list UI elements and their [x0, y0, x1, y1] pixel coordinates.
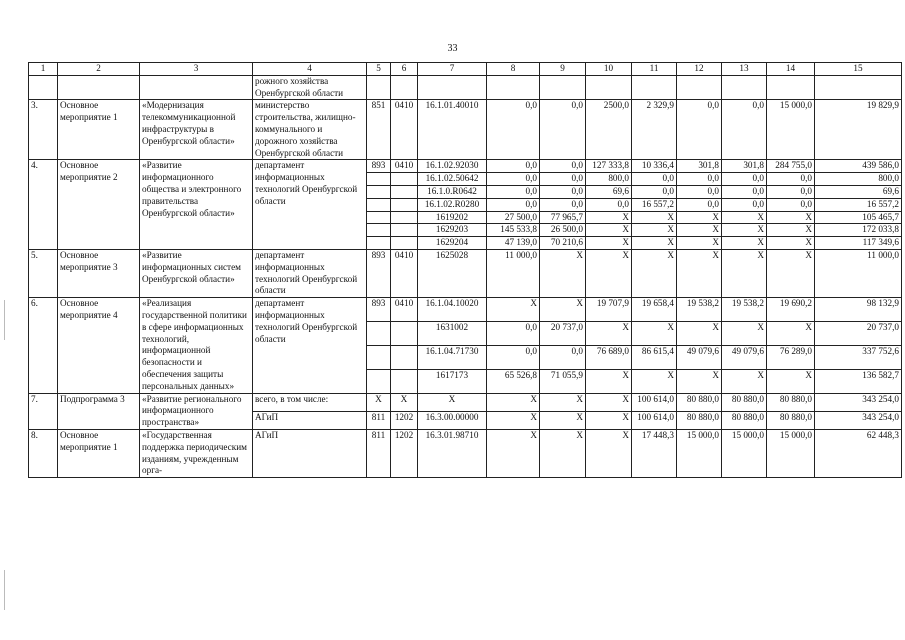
amount-c15: 117 349,6 [815, 237, 902, 250]
grbs-code: 811 [367, 429, 391, 477]
column-header: 3 [140, 63, 253, 76]
amount-c11: 19 658,4 [632, 298, 677, 322]
table-row [29, 160, 902, 173]
row-number: 7. [29, 393, 58, 429]
amount-c14: 80 880,0 [767, 393, 815, 411]
executor: департамент информационных технологий Оренбургской области [253, 298, 367, 393]
executor: АГиП [253, 411, 367, 429]
grbs-code [367, 224, 391, 237]
amount-c8: 145 533,8 [487, 224, 540, 237]
section-code [391, 224, 418, 237]
target-article: 16.1.02.92030 [418, 160, 487, 173]
target-article: 16.1.04.10020 [418, 298, 487, 322]
amount-c9: 26 500,0 [540, 224, 586, 237]
amount-c12: X [677, 321, 722, 345]
amount-c8: 11 000,0 [487, 249, 540, 297]
amount-c9: 77 965,7 [540, 211, 586, 224]
event-type [58, 75, 140, 100]
table-row [29, 75, 902, 100]
target-article: 1617173 [418, 369, 487, 393]
amount-c8: X [487, 393, 540, 411]
section-code [391, 321, 418, 345]
amount-c13: X [722, 321, 767, 345]
section-code [391, 369, 418, 393]
event-type: Основное мероприятие 3 [58, 249, 140, 297]
grbs-code: 893 [367, 249, 391, 297]
event-type: Подпрограмма 3 [58, 393, 140, 429]
target-article: 16.3.01.98710 [418, 429, 487, 477]
row-number: 6. [29, 298, 58, 393]
amount-c10: X [586, 237, 632, 250]
event-name [140, 75, 253, 100]
section-code: 0410 [391, 298, 418, 322]
amount-c13: X [722, 211, 767, 224]
amount-c8: 0,0 [487, 173, 540, 186]
amount-c15: 69,6 [815, 185, 902, 198]
amount-c12: 19 538,2 [677, 298, 722, 322]
grbs-code [367, 75, 391, 100]
column-header: 11 [632, 63, 677, 76]
grbs-code [367, 185, 391, 198]
section-code: 1202 [391, 429, 418, 477]
amount-c8: 0,0 [487, 160, 540, 173]
amount-c10 [586, 75, 632, 100]
target-article: 1625028 [418, 249, 487, 297]
margin-line [4, 300, 5, 340]
row-number [29, 75, 58, 100]
event-type: Основное мероприятие 1 [58, 100, 140, 160]
amount-c14: 0,0 [767, 198, 815, 211]
target-article: 16.1.02.50642 [418, 173, 487, 186]
executor: министерство строительства, жилищно-коммунального и дорожного хозяйства Оренбургской области [253, 100, 367, 160]
amount-c14: 284 755,0 [767, 160, 815, 173]
amount-c15: 16 557,2 [815, 198, 902, 211]
amount-c11: X [632, 369, 677, 393]
amount-c9: 0,0 [540, 198, 586, 211]
grbs-code [367, 321, 391, 345]
amount-c12: X [677, 369, 722, 393]
column-header: 13 [722, 63, 767, 76]
section-code [391, 345, 418, 369]
row-number: 5. [29, 249, 58, 297]
amount-c15: 20 737,0 [815, 321, 902, 345]
amount-c10: X [586, 411, 632, 429]
amount-c15: 98 132,9 [815, 298, 902, 322]
grbs-code [367, 369, 391, 393]
executor: департамент информационных технологий Оренбургской области [253, 160, 367, 250]
amount-c13: 80 880,0 [722, 393, 767, 411]
amount-c11: 0,0 [632, 185, 677, 198]
table-row [29, 429, 902, 477]
amount-c11: X [632, 237, 677, 250]
amount-c10: 69,6 [586, 185, 632, 198]
amount-c15: 343 254,0 [815, 393, 902, 411]
amount-c13: 15 000,0 [722, 429, 767, 477]
amount-c11: 10 336,4 [632, 160, 677, 173]
executor: рожного хозяйства Оренбургской области [253, 75, 367, 100]
table-row [29, 393, 902, 411]
executor: департамент информационных технологий Оренбургской области [253, 249, 367, 297]
amount-c8: X [487, 429, 540, 477]
column-header: 7 [418, 63, 487, 76]
page-number: 33 [447, 43, 458, 54]
amount-c8: 65 526,8 [487, 369, 540, 393]
amount-c8: X [487, 298, 540, 322]
amount-c10: 0,0 [586, 198, 632, 211]
amount-c10: 76 689,0 [586, 345, 632, 369]
grbs-code [367, 173, 391, 186]
amount-c8: 0,0 [487, 100, 540, 160]
grbs-code [367, 237, 391, 250]
column-header: 15 [815, 63, 902, 76]
amount-c8: 0,0 [487, 198, 540, 211]
amount-c9: X [540, 411, 586, 429]
target-article: 16.1.01.40010 [418, 100, 487, 160]
amount-c12: X [677, 224, 722, 237]
amount-c13: 301,8 [722, 160, 767, 173]
amount-c10: 19 707,9 [586, 298, 632, 322]
amount-c13: X [722, 249, 767, 297]
column-header: 4 [253, 63, 367, 76]
amount-c11: 100 614,0 [632, 411, 677, 429]
section-code: 0410 [391, 100, 418, 160]
amount-c10: 2500,0 [586, 100, 632, 160]
amount-c9: 71 055,9 [540, 369, 586, 393]
amount-c8: 0,0 [487, 321, 540, 345]
amount-c11: 86 615,4 [632, 345, 677, 369]
column-header: 9 [540, 63, 586, 76]
amount-c13: 49 079,6 [722, 345, 767, 369]
amount-c14: X [767, 369, 815, 393]
amount-c9: X [540, 249, 586, 297]
grbs-code: 893 [367, 298, 391, 322]
amount-c11: X [632, 321, 677, 345]
event-type: Основное мероприятие 4 [58, 298, 140, 393]
grbs-code: X [367, 393, 391, 411]
amount-c15: 800,0 [815, 173, 902, 186]
target-article: 16.1.0.R0642 [418, 185, 487, 198]
amount-c11: 0,0 [632, 173, 677, 186]
amount-c10: X [586, 211, 632, 224]
grbs-code [367, 345, 391, 369]
event-name: «Развитие информационного общества и электронного правительства Оренбургской области» [140, 160, 253, 250]
amount-c14: 0,0 [767, 173, 815, 186]
amount-c9: X [540, 429, 586, 477]
row-number: 8. [29, 429, 58, 477]
section-code: X [391, 393, 418, 411]
amount-c14: X [767, 224, 815, 237]
amount-c15: 62 448,3 [815, 429, 902, 477]
amount-c14: 0,0 [767, 185, 815, 198]
event-name: «Развитие информационных систем Оренбургской области» [140, 249, 253, 297]
amount-c15: 11 000,0 [815, 249, 902, 297]
amount-c11: X [632, 224, 677, 237]
amount-c12: 0,0 [677, 173, 722, 186]
amount-c10: X [586, 369, 632, 393]
amount-c10: 800,0 [586, 173, 632, 186]
amount-c12 [677, 75, 722, 100]
section-code [391, 211, 418, 224]
target-article: 16.1.02.R0280 [418, 198, 487, 211]
grbs-code: 893 [367, 160, 391, 173]
amount-c9: 0,0 [540, 345, 586, 369]
amount-c15: 105 465,7 [815, 211, 902, 224]
amount-c14: X [767, 211, 815, 224]
amount-c12: 0,0 [677, 198, 722, 211]
amount-c15: 337 752,6 [815, 345, 902, 369]
column-header: 1 [29, 63, 58, 76]
event-name: «Государственная поддержка периодическим изданиям, учрежденным орга- [140, 429, 253, 477]
executor: всего, в том числе: [253, 393, 367, 411]
amount-c12: 0,0 [677, 100, 722, 160]
amount-c14: X [767, 237, 815, 250]
column-header: 14 [767, 63, 815, 76]
amount-c12: 49 079,6 [677, 345, 722, 369]
amount-c13: 80 880,0 [722, 411, 767, 429]
section-code [391, 173, 418, 186]
target-article: 1629203 [418, 224, 487, 237]
amount-c8: 0,0 [487, 345, 540, 369]
amount-c13: 0,0 [722, 100, 767, 160]
table-row [29, 249, 902, 297]
amount-c13: X [722, 369, 767, 393]
amount-c14: X [767, 321, 815, 345]
column-header: 8 [487, 63, 540, 76]
target-article: 16.1.04.71730 [418, 345, 487, 369]
column-header: 12 [677, 63, 722, 76]
amount-c9: 0,0 [540, 100, 586, 160]
amount-c11: 16 557,2 [632, 198, 677, 211]
amount-c10: X [586, 249, 632, 297]
amount-c8: 0,0 [487, 185, 540, 198]
event-type: Основное мероприятие 2 [58, 160, 140, 250]
program-table [28, 62, 902, 478]
section-code: 0410 [391, 249, 418, 297]
amount-c8: 47 139,0 [487, 237, 540, 250]
amount-c12: 80 880,0 [677, 393, 722, 411]
amount-c12: X [677, 237, 722, 250]
section-code [391, 237, 418, 250]
amount-c10: X [586, 321, 632, 345]
section-code: 0410 [391, 160, 418, 173]
event-type: Основное мероприятие 1 [58, 429, 140, 477]
amount-c14: 19 690,2 [767, 298, 815, 322]
table-row [29, 100, 902, 160]
amount-c12: 15 000,0 [677, 429, 722, 477]
amount-c15: 172 033,8 [815, 224, 902, 237]
grbs-code: 851 [367, 100, 391, 160]
row-number: 3. [29, 100, 58, 160]
section-code [391, 75, 418, 100]
table-body [29, 63, 902, 478]
target-article: 16.3.00.00000 [418, 411, 487, 429]
table-row [29, 298, 902, 322]
margin-line [4, 570, 5, 610]
target-article [418, 75, 487, 100]
amount-c9: 0,0 [540, 160, 586, 173]
amount-c11: 17 448,3 [632, 429, 677, 477]
section-code [391, 198, 418, 211]
amount-c15: 343 254,0 [815, 411, 902, 429]
section-code [391, 185, 418, 198]
column-header: 2 [58, 63, 140, 76]
amount-c9: X [540, 298, 586, 322]
grbs-code [367, 211, 391, 224]
amount-c9: 0,0 [540, 185, 586, 198]
amount-c13: 0,0 [722, 198, 767, 211]
target-article: 1631002 [418, 321, 487, 345]
row-number: 4. [29, 160, 58, 250]
amount-c8: 27 500,0 [487, 211, 540, 224]
amount-c9: X [540, 393, 586, 411]
amount-c13: X [722, 237, 767, 250]
amount-c9: 20 737,0 [540, 321, 586, 345]
event-name: «Реализация государственной политики в сфере информационных технологий, информационной безопасности и обеспечения защиты персональных данных» [140, 298, 253, 393]
target-article: 1619202 [418, 211, 487, 224]
amount-c11: X [632, 249, 677, 297]
amount-c13: X [722, 224, 767, 237]
amount-c14: 76 289,0 [767, 345, 815, 369]
grbs-code: 811 [367, 411, 391, 429]
amount-c12: 0,0 [677, 185, 722, 198]
target-article: 1629204 [418, 237, 487, 250]
amount-c14: X [767, 249, 815, 297]
amount-c12: X [677, 249, 722, 297]
executor: АГиП [253, 429, 367, 477]
amount-c11 [632, 75, 677, 100]
amount-c8 [487, 75, 540, 100]
amount-c13: 19 538,2 [722, 298, 767, 322]
section-code: 1202 [391, 411, 418, 429]
amount-c10: X [586, 429, 632, 477]
amount-c15: 136 582,7 [815, 369, 902, 393]
amount-c14: 15 000,0 [767, 429, 815, 477]
amount-c10: 127 333,8 [586, 160, 632, 173]
amount-c14: 80 880,0 [767, 411, 815, 429]
target-article: X [418, 393, 487, 411]
amount-c14 [767, 75, 815, 100]
amount-c12: 301,8 [677, 160, 722, 173]
column-header: 6 [391, 63, 418, 76]
amount-c11: X [632, 211, 677, 224]
grbs-code [367, 198, 391, 211]
header-row [29, 63, 902, 76]
amount-c10: X [586, 393, 632, 411]
amount-c14: 15 000,0 [767, 100, 815, 160]
amount-c9: 70 210,6 [540, 237, 586, 250]
amount-c13: 0,0 [722, 173, 767, 186]
column-header: 10 [586, 63, 632, 76]
amount-c15 [815, 75, 902, 100]
column-header: 5 [367, 63, 391, 76]
amount-c12: 80 880,0 [677, 411, 722, 429]
amount-c9: 0,0 [540, 173, 586, 186]
amount-c10: X [586, 224, 632, 237]
amount-c13: 0,0 [722, 185, 767, 198]
amount-c13 [722, 75, 767, 100]
amount-c15: 19 829,9 [815, 100, 902, 160]
event-name: «Модернизация телекоммуникационной инфраструктуры в Оренбургской области» [140, 100, 253, 160]
event-name: «Развитие регионального информационного пространства» [140, 393, 253, 429]
amount-c12: X [677, 211, 722, 224]
amount-c9 [540, 75, 586, 100]
amount-c15: 439 586,0 [815, 160, 902, 173]
amount-c11: 100 614,0 [632, 393, 677, 411]
amount-c8: X [487, 411, 540, 429]
amount-c11: 2 329,9 [632, 100, 677, 160]
